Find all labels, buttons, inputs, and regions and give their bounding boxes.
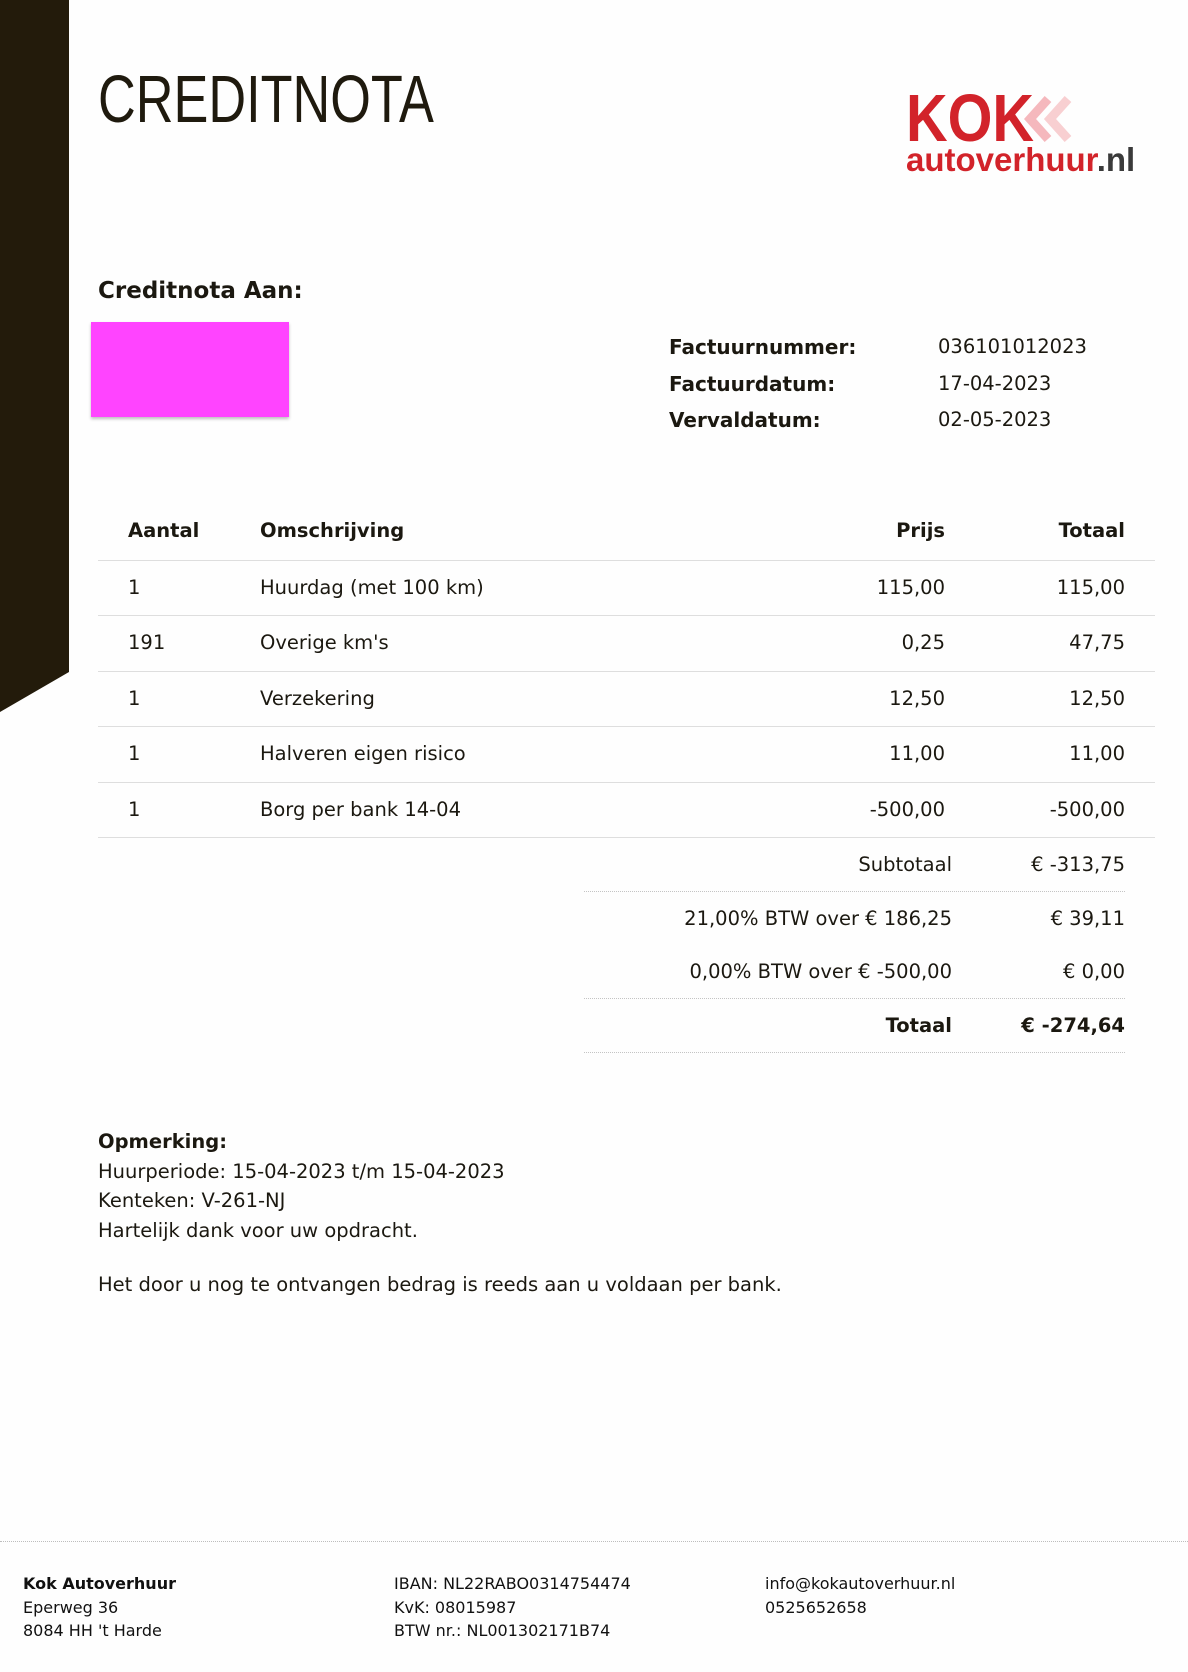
table-row (98, 561, 1155, 616)
row-description: Verzekering (260, 686, 375, 710)
logo-name-main: autoverhuur (906, 141, 1097, 178)
row-qty: 191 (128, 631, 166, 655)
logo-name-suffix: .nl (1096, 141, 1136, 178)
subtotal-group (584, 838, 1125, 892)
company-name: Kok Autoverhuur (23, 1574, 176, 1593)
vat-label: 21,00% BTW over € 186,25 (684, 907, 952, 930)
subtotal-row (584, 838, 1125, 891)
row-price: 0,25 (901, 631, 945, 655)
row-qty: 1 (128, 686, 141, 710)
subtotal-label: Subtotaal (858, 853, 952, 876)
company-phone: 0525652658 (765, 1597, 867, 1617)
redacted-recipient-address (91, 322, 289, 417)
vat-group (584, 892, 1125, 999)
vat-row (584, 945, 1125, 998)
vat-label: 0,00% BTW over € -500,00 (689, 960, 952, 983)
document-title: CREDITNOTA (98, 62, 434, 137)
logo-name (906, 143, 1135, 176)
due-date-label: Vervaldatum: (669, 408, 821, 432)
vat-row (584, 892, 1125, 945)
invoice-number-value: 036101012023 (938, 335, 1087, 358)
remarks-line: Kenteken: V-261-NJ (98, 1189, 286, 1213)
row-price: 11,00 (889, 742, 945, 766)
vat-value: € 0,00 (1062, 960, 1125, 983)
row-qty: 1 (128, 797, 141, 821)
row-total: 115,00 (1056, 576, 1125, 599)
row-price: -500,00 (869, 797, 945, 821)
invoice-number-label: Factuurnummer: (669, 335, 857, 359)
grand-total-value: € -274,64 (1021, 1014, 1125, 1037)
row-price: 115,00 (876, 576, 945, 599)
company-vat-number: BTW nr.: NL001302171B74 (394, 1621, 611, 1640)
grand-total-label: Totaal (885, 1014, 952, 1037)
table-header-row (98, 502, 1155, 561)
row-total: 11,00 (1069, 742, 1125, 766)
row-description: Halveren eigen risico (260, 742, 466, 766)
invoice-date-value: 17-04-2023 (938, 372, 1052, 395)
row-total: 47,75 (1069, 631, 1125, 655)
footer-contact (765, 1572, 955, 1619)
table-row (98, 727, 1155, 782)
row-qty: 1 (128, 742, 141, 766)
remarks-section (98, 1127, 782, 1300)
line-items-table (98, 502, 1155, 838)
vat-value: € 39,11 (1050, 907, 1125, 930)
footer-finance (394, 1572, 631, 1643)
remarks-heading: Opmerking: (98, 1130, 227, 1153)
table-row (98, 672, 1155, 727)
footer-divider (0, 1541, 1188, 1542)
remarks-line: Huurperiode: 15-04-2023 t/m 15-04-2023 (98, 1159, 505, 1183)
header-qty: Aantal (128, 519, 200, 542)
company-city: 8084 HH 't Harde (23, 1621, 162, 1640)
due-date-value: 02-05-2023 (938, 408, 1052, 431)
company-kvk: KvK: 08015987 (394, 1597, 517, 1617)
row-description: Huurdag (met 100 km) (260, 576, 484, 599)
header-description: Omschrijving (260, 519, 405, 542)
logo-chevrons-icon (1024, 96, 1076, 142)
company-street: Eperweg 36 (23, 1597, 119, 1617)
total-group (584, 999, 1125, 1053)
row-price: 12,50 (889, 686, 945, 710)
table-row (98, 783, 1155, 838)
sidebar-band (0, 0, 70, 714)
company-email: info@kokautoverhuur.nl (765, 1574, 956, 1593)
footer-company (23, 1572, 176, 1643)
header-price: Prijs (896, 519, 945, 542)
row-total: 12,50 (1069, 686, 1125, 710)
remarks-note: Het door u nog te ontvangen bedrag is reeds aan u voldaan per bank. (98, 1272, 782, 1296)
table-row (98, 616, 1155, 671)
sidebar-band-shape (0, 0, 69, 712)
recipient-heading: Creditnota Aan: (98, 278, 303, 304)
invoice-date-label: Factuurdatum: (669, 372, 836, 396)
subtotal-value: € -313,75 (1031, 853, 1125, 876)
row-description: Borg per bank 14-04 (260, 797, 461, 821)
totals-summary (584, 838, 1125, 1053)
grand-total-row (584, 999, 1125, 1052)
logo-brand: KOK (906, 81, 1035, 156)
row-qty: 1 (128, 576, 141, 599)
company-iban: IBAN: NL22RABO0314754474 (394, 1574, 631, 1593)
header-total: Totaal (1058, 519, 1125, 542)
row-description: Overige km's (260, 631, 389, 655)
row-total: -500,00 (1049, 797, 1125, 821)
remarks-line: Hartelijk dank voor uw opdracht. (98, 1218, 418, 1242)
